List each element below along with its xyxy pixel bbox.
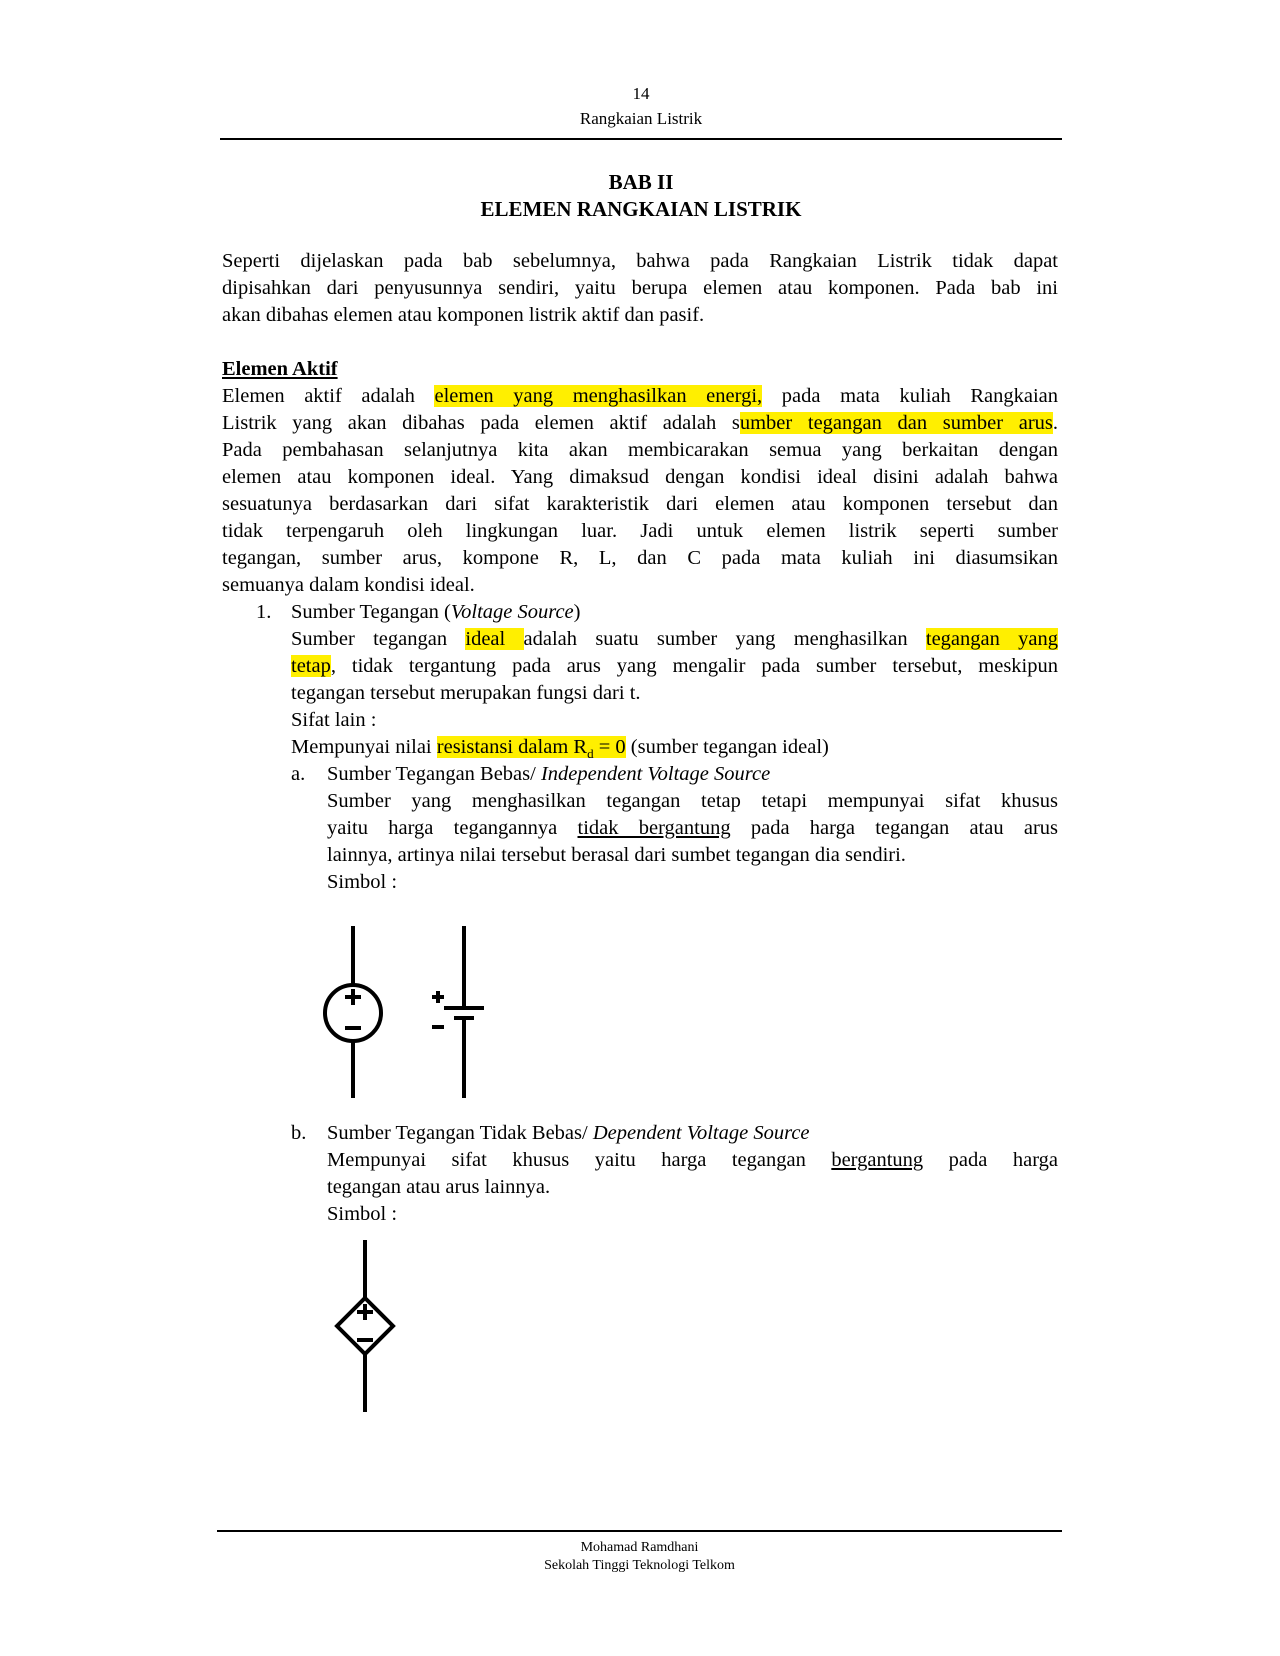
paragraph-line: semuanya dalam kondisi ideal.: [222, 574, 475, 596]
paragraph-line: Elemen aktif adalah elemen yang menghasilkan energi, pada mata kuliah Rangkaian: [222, 385, 1059, 407]
highlight: resistansi dalam $R_d = 0$: [436, 736, 626, 762]
symbol-label: Simbol :: [327, 1203, 398, 1225]
item-voltage-source: [291, 599, 1058, 767]
paragraph-line: Mempunyai nilai resistansi dalam $R_d = 0$ (sumber tegangan ideal): [291, 736, 829, 762]
footer-institution: Sekolah Tinggi Teknologi Telkom: [544, 1558, 735, 1573]
paragraph-line: Pada pembahasan selanjutnya kita akan membicarakan semua yang berkaitan dengan: [222, 439, 1058, 461]
intro-line: Seperti dijelaskan pada bab sebelumnya, bahwa pada Rangkaian Listrik tidak dapat: [222, 250, 1058, 272]
running-title: Rangkaian Listrik: [579, 109, 703, 128]
paragraph-line: Mempunyai sifat khusus yaitu harga tegangan bergantung pada harga: [327, 1149, 1058, 1171]
list-marker: b.: [291, 1122, 307, 1144]
footer-divider: [217, 1530, 1062, 1532]
item-title: Sumber Tegangan Bebas/ Independent Voltage Source: [327, 763, 771, 785]
paragraph-line: tetap, tidak tergantung pada arus yang mengalir pada sumber tersebut, meskipun: [291, 655, 1058, 677]
item-title: Sumber Tegangan (Voltage Source): [291, 601, 581, 623]
chapter-title: ELEMEN RANGKAIAN LISTRIK: [480, 197, 802, 221]
active-section: [222, 356, 1058, 599]
chapter-number: BAB II: [608, 170, 674, 194]
paragraph-line: tegangan atau arus lainnya.: [327, 1176, 551, 1198]
highlight: ideal: [465, 628, 524, 650]
symbol-label: Simbol :: [327, 871, 398, 893]
highlight: umber tegangan dan sumber arus: [739, 412, 1053, 434]
paragraph-line: Sumber tegangan ideal adalah suatu sumber yang menghasilkan tegangan yang: [291, 628, 1059, 650]
paragraph-line: tidak terpengaruh oleh lingkungan luar. Jadi untuk elemen listrik seperti sumber: [222, 520, 1058, 542]
page-number: 14: [632, 84, 650, 103]
intro-line: akan dibahas elemen atau komponen listrik aktif dan pasif.: [222, 304, 705, 326]
item-title: Sumber Tegangan Tidak Bebas/ Dependent Voltage Source: [327, 1122, 810, 1144]
paragraph-line: tegangan tersebut merupakan fungsi dari t.: [291, 682, 641, 704]
intro-paragraph: [222, 248, 1058, 329]
list-marker: a.: [291, 763, 306, 785]
paragraph-line: Sumber yang menghasilkan tegangan tetap tetapi mempunyai sifat khusus: [327, 790, 1058, 812]
paragraph-line: elemen atau komponen ideal. Yang dimaksud dengan kondisi ideal disini adalah bahwa: [222, 466, 1058, 488]
paragraph-line: tegangan, sumber arus, kompone R, L, dan C pada mata kuliah ini diasumsikan: [222, 547, 1058, 569]
item-independent-source: [327, 761, 1058, 896]
paragraph-line: sesuatunya berdasarkan dari sifat karakteristik dari elemen atau komponen tersebut dan: [222, 493, 1058, 515]
paragraph-line: Listrik yang akan dibahas pada elemen aktif adalah sumber tegangan dan sumber arus.: [222, 412, 1058, 434]
item-dependent-source: [327, 1120, 1058, 1228]
circle-voltage-source-icon: [318, 922, 388, 1102]
paragraph-line: lainnya, artinya nilai tersebut berasal dari sumbet tegangan dia sendiri.: [327, 844, 906, 866]
header-divider: [220, 138, 1062, 140]
highlight: tetap: [291, 655, 331, 677]
list-marker: 1.: [256, 601, 272, 623]
paragraph-line: yaitu harga tegangannya tidak bergantung pada harga tegangan atau arus: [327, 817, 1058, 839]
footer-author: Mohamad Ramdhani: [580, 1540, 699, 1555]
intro-line: dipisahkan dari penyusunnya sendiri, yaitu berupa elemen atau komponen. Pada bab ini: [222, 277, 1058, 299]
highlight: elemen yang menghasilkan energi,: [434, 385, 763, 407]
section-heading: Elemen Aktif: [222, 358, 338, 380]
highlight: tegangan yang: [925, 628, 1059, 650]
paragraph-line: Sifat lain :: [291, 709, 377, 731]
battery-icon: [428, 922, 488, 1102]
diamond-voltage-source-icon: [330, 1236, 400, 1416]
